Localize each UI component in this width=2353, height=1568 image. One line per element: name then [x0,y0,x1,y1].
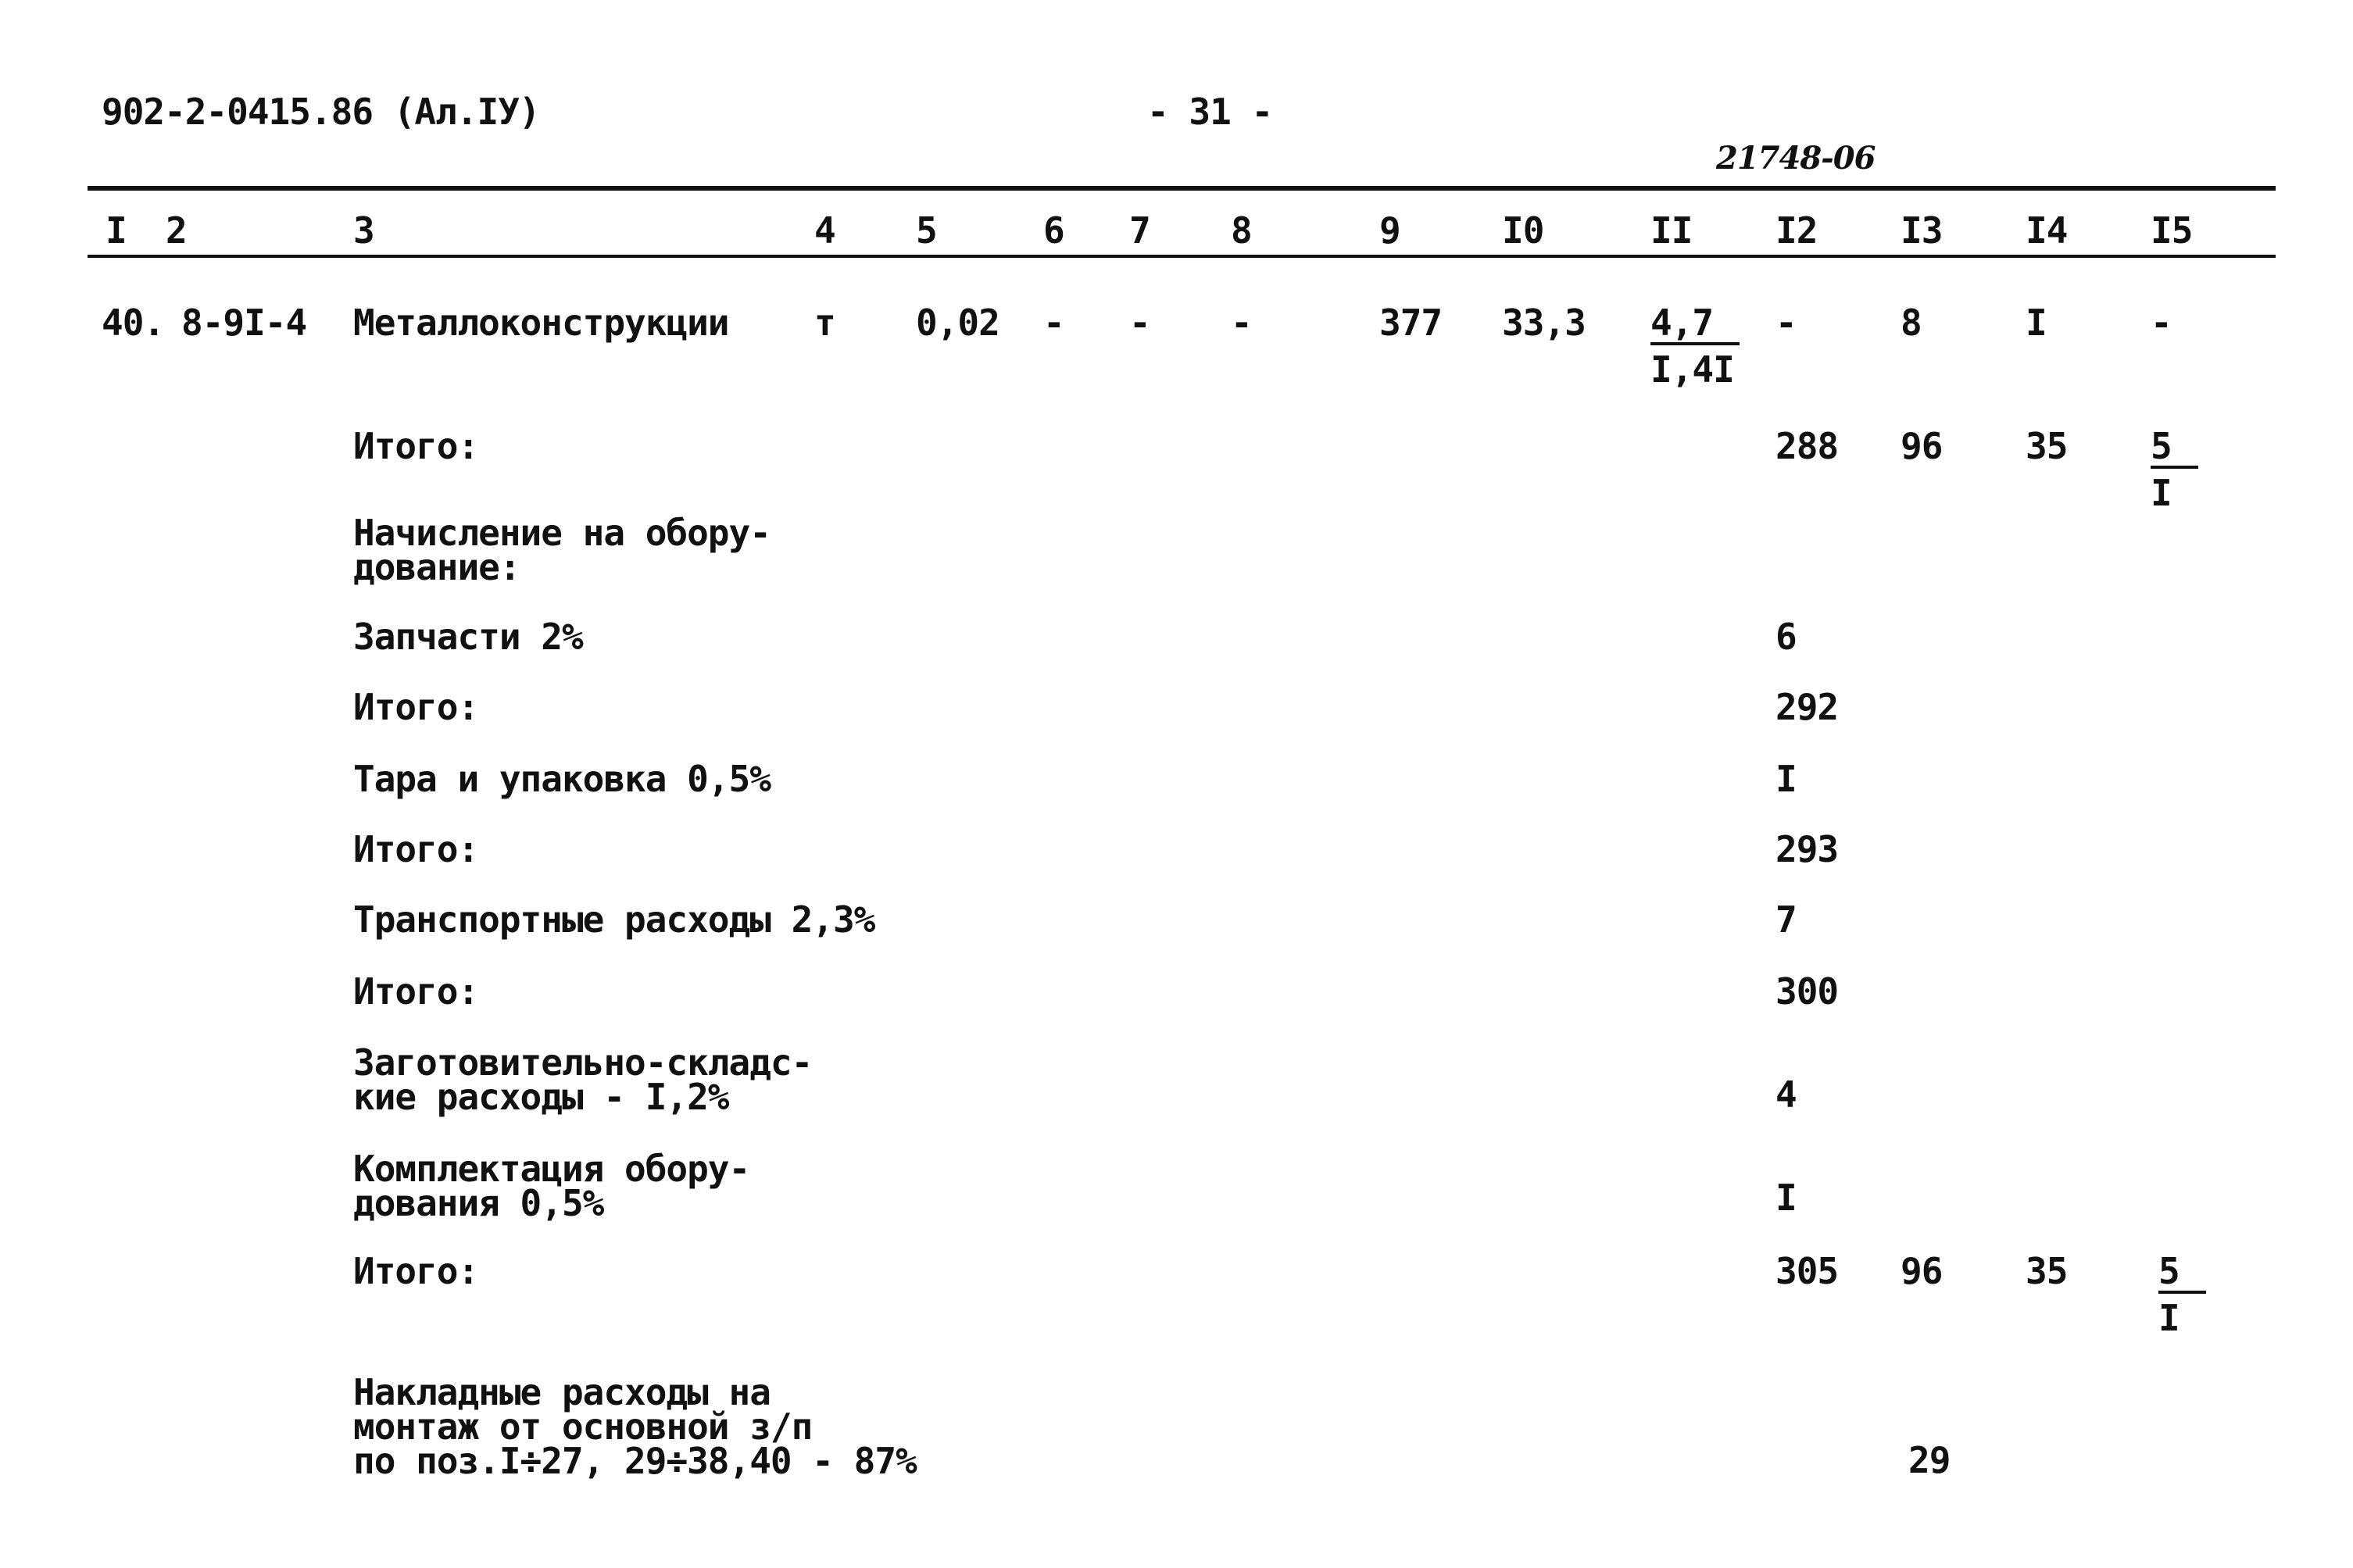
row-name: Металлоконструкции [353,302,729,344]
row-col9: 377 [1379,302,1443,344]
total-col15-fraction [2158,1252,2206,1338]
subtotal-label: Итого: [353,425,479,467]
total-col12: 305 [1775,1250,1839,1292]
charge-value: 6 [1775,616,1797,658]
subtotal-col14: 35 [2026,425,2068,467]
total-col13: 96 [1901,1250,1943,1292]
row-quantity: 0,02 [916,302,999,344]
column-header-15: I5 [2151,209,2193,252]
archive-number: 21748-06 [1716,140,1876,177]
column-header-4: 4 [814,209,835,252]
row-code: 8-9I-4 [181,302,307,344]
subtotal-col12: 288 [1775,425,1839,467]
column-header-14: I4 [2026,209,2068,252]
subtotal-col15-fraction [2151,427,2198,513]
charge-label: Тара и упаковка 0,5% [353,758,771,800]
column-header-6: 6 [1043,209,1064,252]
header-bottom-rule [88,255,2276,258]
fraction-denominator: I [2158,1297,2180,1339]
header-top-rule [88,186,2276,191]
total-col14: 35 [2026,1250,2068,1292]
subtotal-col12: 300 [1775,970,1839,1013]
subtotal-col13: 96 [1901,425,1943,467]
fraction-denominator: I,4I [1650,348,1734,391]
row-col7: - [1129,302,1150,344]
page-number: - 31 - [1147,91,1273,133]
charge-label: Заготовительно-складс- кие расходы - I,2% [353,1041,813,1118]
overhead-col13: 29 [1908,1439,1951,1481]
column-header-13: I3 [1901,209,1943,252]
column-header-11: II [1650,209,1693,252]
fraction-numerator: 5 [2151,427,2198,469]
row-col15: - [2151,302,2172,344]
fraction-numerator: 4,7 [1650,303,1740,345]
fraction-numerator: 5 [2158,1252,2206,1294]
charge-label: Комплектация обору- дования 0,5% [353,1148,750,1224]
subtotal-label: Итого: [353,970,479,1013]
row-col11-fraction [1650,303,1740,389]
column-header-5: 5 [916,209,937,252]
overhead-label: Накладные расходы на монтаж от основной з/п по поз.I÷27, 29÷38,40 - 87% [353,1371,917,1482]
column-header-1: I [105,209,127,252]
row-col12: - [1775,302,1797,344]
fraction-denominator: I [2151,472,2172,514]
charge-value: I [1775,1177,1797,1219]
subtotal-col12: 292 [1775,686,1839,728]
charges-heading: Начисление на обору- дование: [353,512,771,588]
column-header-9: 9 [1379,209,1400,252]
column-header-2: 2 [166,209,187,252]
total-label: Итого: [353,1250,479,1292]
column-header-7: 7 [1129,209,1150,252]
column-header-12: I2 [1775,209,1818,252]
subtotal-col12: 293 [1775,828,1839,870]
row-col8: - [1231,302,1252,344]
column-header-8: 8 [1231,209,1252,252]
charge-label: Запчасти 2% [353,616,583,658]
charge-value: 4 [1775,1073,1797,1116]
subtotal-label: Итого: [353,828,479,870]
row-unit: т [814,302,835,344]
subtotal-label: Итого: [353,686,479,728]
charge-value: I [1775,758,1797,800]
charge-label: Транспортные расходы 2,3% [353,898,875,941]
row-col10: 33,3 [1502,302,1586,344]
row-col13: 8 [1901,302,1922,344]
column-header-10: I0 [1502,209,1544,252]
document-code: 902-2-0415.86 (Ал.IУ) [102,91,540,133]
row-col6: - [1043,302,1064,344]
row-number: 40. [102,302,165,344]
column-header-3: 3 [353,209,374,252]
charge-value: 7 [1775,898,1797,941]
row-col14: I [2026,302,2047,344]
